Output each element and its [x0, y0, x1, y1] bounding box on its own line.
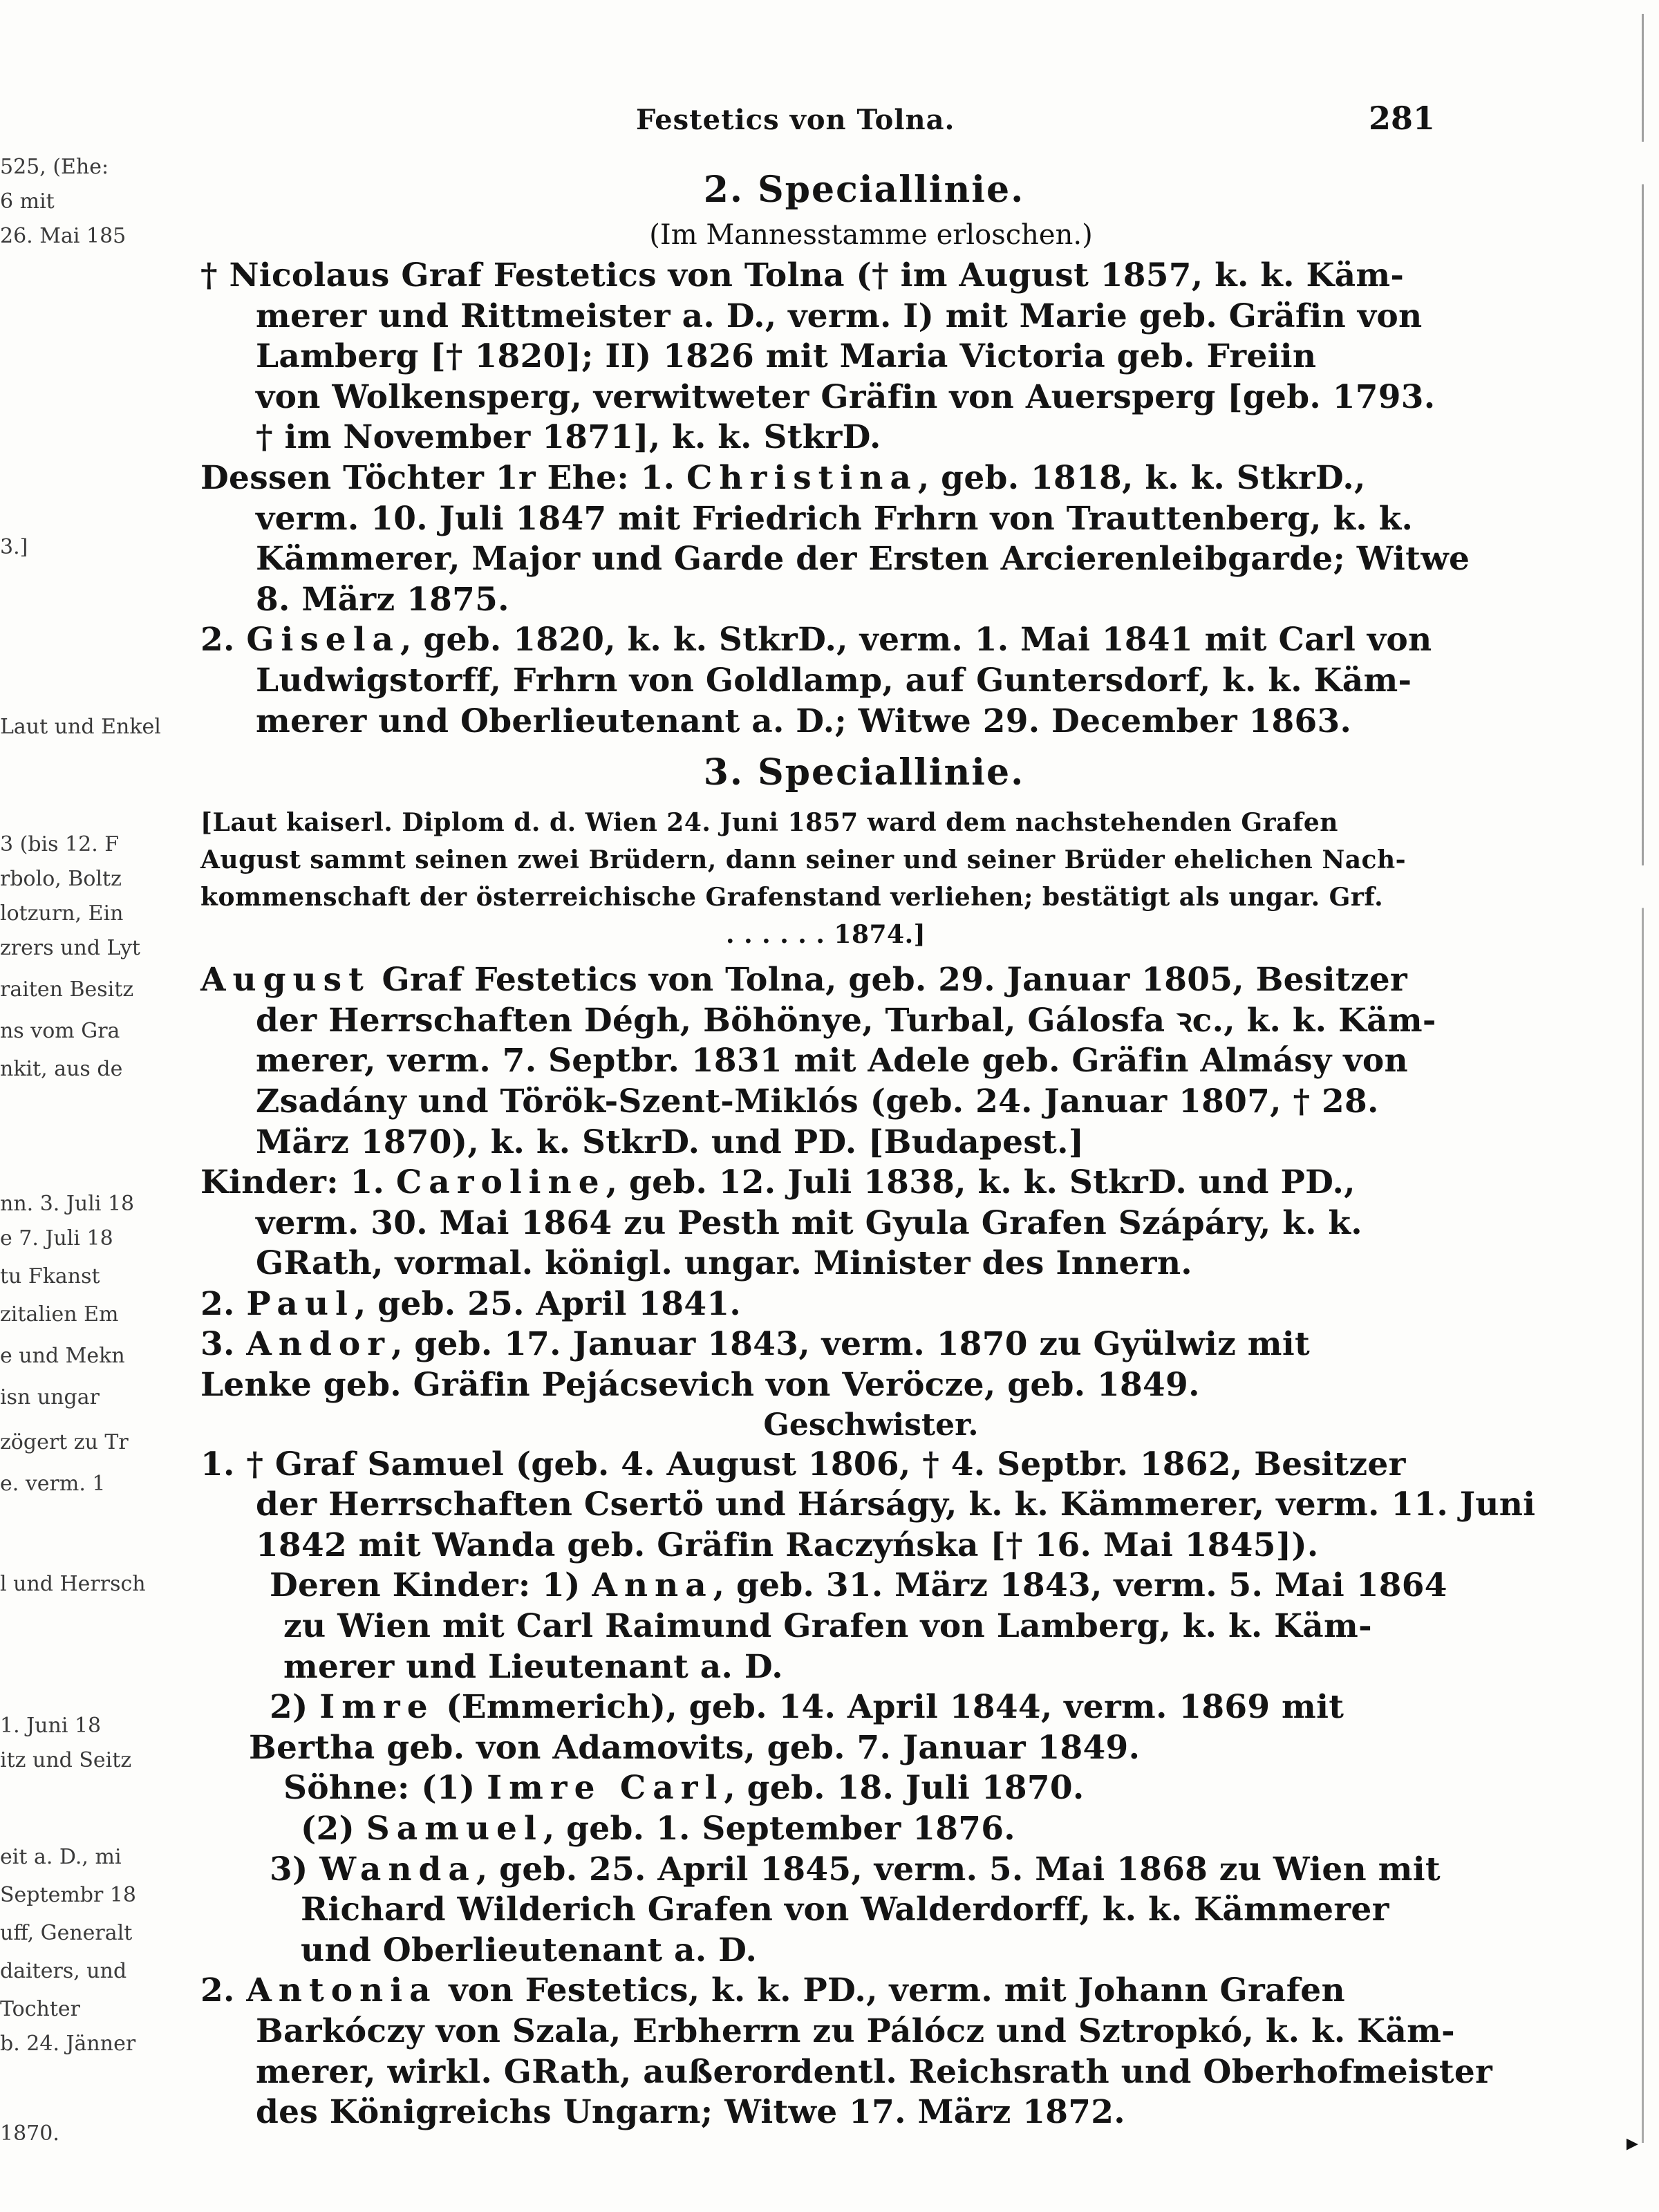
person-name: Samuel: [366, 1810, 543, 1848]
entry-line: † im November 1871], k. k. StkrD.: [256, 418, 881, 457]
margin-fragment: e und Mekn: [0, 1344, 125, 1368]
entry-line: 2) Imre (Emmerich), geb. 14. April 1844, verm. 1869 mit: [270, 1688, 1344, 1727]
entry-text: von Festetics, k. k. PD., verm. mit Johann Grafen: [437, 1971, 1345, 2010]
entry-line: Söhne: (1) Imre Carl, geb. 18. Juli 1870.: [283, 1769, 1085, 1808]
notice-line: [Laut kaiserl. Diplom d. d. Wien 24. Juni 1857 ward dem nachstehenden Grafen: [200, 808, 1338, 838]
entry-line: Zsadány und Török-Szent-Miklós (geb. 24. Januar 1807, † 28.: [256, 1082, 1379, 1121]
margin-fragment: zrers und Lyt: [0, 936, 140, 960]
siblings-heading: Geschwister.: [763, 1407, 979, 1443]
entry-line: merer und Lieutenant a. D.: [283, 1647, 783, 1686]
margin-fragment: uff, Generalt: [0, 1921, 133, 1945]
entry-line: 3) Wanda, geb. 25. April 1845, verm. 5. Mai 1868 zu Wien mit: [270, 1850, 1441, 1888]
margin-fragment: eit a. D., mi: [0, 1845, 122, 1869]
entry-line: Barkóczy von Szala, Erbherrn zu Pálócz und Sztropkó, k. k. Käm-: [256, 2012, 1455, 2050]
margin-fragment: isn ungar: [0, 1385, 100, 1409]
entry-line: Kinder: 1. Caroline, geb. 12. Juli 1838, k. k. StkrD. und PD.,: [200, 1163, 1356, 1202]
entry-line: Richard Wilderich Grafen von Walderdorff, k. k. Kämmerer: [301, 1891, 1389, 1929]
person-name: Anna: [592, 1566, 713, 1605]
margin-fragment: rbolo, Boltz: [0, 867, 122, 891]
person-name: Andor: [246, 1325, 391, 1364]
entry-line: Ludwigstorff, Frhrn von Goldlamp, auf Guntersdorf, k. k. Käm-: [256, 661, 1412, 700]
person-name: Christina: [686, 458, 918, 497]
children-label: Kinder:: [200, 1163, 339, 1202]
entry-line: verm. 30. Mai 1864 zu Pesth mit Gyula Grafen Szápáry, k. k.: [256, 1203, 1362, 1242]
margin-fragment: nkit, aus de: [0, 1057, 123, 1081]
page-edge-rule: [1642, 14, 1644, 2143]
entry-line: Deren Kinder: 1) Anna, geb. 31. März 1843, verm. 5. Mai 1864: [270, 1566, 1447, 1605]
margin-fragment: Laut und Enkel: [0, 715, 161, 739]
entry-siblings: [200, 1445, 1536, 2133]
entry-line: Lamberg [† 1820]; II) 1826 mit Maria Victoria geb. Freiin: [256, 337, 1317, 376]
entry-august: [200, 960, 1459, 1163]
margin-fragment: l und Herrsch: [0, 1572, 146, 1596]
entry-line: 2. Gisela, geb. 1820, k. k. StkrD., verm. 1. Mai 1841 mit Carl von: [200, 621, 1432, 659]
entry-text: , geb. 1. September 1876.: [543, 1810, 1015, 1848]
margin-fragment: Tochter: [0, 1997, 81, 2021]
person-name: Imre: [319, 1688, 435, 1727]
entry-line: von Wolkensperg, verwitweter Gräfin von Auersperg [geb. 1793.: [256, 377, 1436, 416]
entry-line: der Herrschaften Dégh, Böhönye, Turbal, Gálosfa ꝛc., k. k. Käm-: [256, 1001, 1436, 1040]
margin-fragment: itz und Seitz: [0, 1748, 132, 1772]
entry-line: merer, wirkl. GRath, außerordentl. Reichsrath und Oberhofmeister: [256, 2052, 1493, 2091]
entry-line: (2) Samuel, geb. 1. September 1876.: [301, 1810, 1015, 1848]
entry-text: † Graf Samuel (geb. 4. August 1806, † 4. Septbr. 1862, Besitzer: [246, 1445, 1406, 1483]
margin-fragment: tu Fkanst: [0, 1264, 100, 1288]
person-name: Gisela: [246, 621, 401, 659]
entry-line: 3. Andor, geb. 17. Januar 1843, verm. 1870 zu Gyülwiz mit: [200, 1325, 1310, 1364]
entry-text: , geb. 18. Juli 1870.: [724, 1769, 1085, 1808]
entry-line: GRath, vormal. königl. ungar. Minister des Innern.: [256, 1244, 1192, 1283]
entry-text: , geb. 31. März 1843, verm. 5. Mai 1864: [713, 1566, 1447, 1605]
page-edge-mark: ▸: [1626, 2129, 1638, 2157]
section-2-title: 2. Speciallinie.: [703, 169, 1025, 211]
margin-fragment: nn. 3. Juli 18: [0, 1192, 135, 1216]
margin-fragment: 1. Juni 18: [0, 1714, 102, 1738]
sib-children-label: Deren Kinder:: [270, 1566, 531, 1605]
page-number: 281: [1369, 100, 1436, 137]
margin-fragment: raiten Besitz: [0, 977, 134, 1002]
margin-fragment: b. 24. Jänner: [0, 2032, 136, 2056]
margin-fragment: Septembr 18: [0, 1883, 137, 1907]
margin-fragment: 26. Mai 185: [0, 224, 126, 248]
margin-fragment: e. verm. 1: [0, 1472, 106, 1496]
entry-line: [200, 960, 1459, 1001]
diploma-notice: [200, 804, 1459, 953]
entry-text: , geb. 17. Januar 1843, verm. 1870 zu Gyülwiz mit: [391, 1325, 1310, 1364]
person-name: Imre Carl: [487, 1769, 724, 1808]
entry-line: 1842 mit Wanda geb. Gräfin Raczyńska [† 16. Mai 1845]).: [256, 1526, 1319, 1564]
section-3-title: 3. Speciallinie.: [703, 751, 1025, 794]
entry-line: Dessen Töchter 1r Ehe: 1. Christina, geb. 1818, k. k. StkrD.,: [200, 458, 1366, 497]
margin-fragment: 1870.: [0, 2121, 59, 2146]
entry-children: [200, 1163, 1459, 1406]
entry-line: 1. † Graf Samuel (geb. 4. August 1806, † 4. Septbr. 1862, Besitzer: [200, 1445, 1406, 1483]
sons-label: Söhne:: [283, 1769, 410, 1808]
daughters-label: Dessen Töchter 1r Ehe:: [200, 458, 629, 497]
entry-line: merer und Oberlieutenant a. D.; Witwe 29. December 1863.: [256, 702, 1352, 740]
entry-line: 2. Antonia von Festetics, k. k. PD., verm. mit Johann Grafen: [200, 1971, 1345, 2010]
entry-line: merer und Rittmeister a. D., verm. I) mit Marie geb. Gräfin von: [256, 297, 1423, 335]
notice-line: August sammt seinen zwei Brüdern, dann seiner und seiner Brüder ehelichen Nach-: [200, 845, 1407, 875]
page-body: [200, 166, 1536, 2133]
entry-line: des Königreichs Ungarn; Witwe 17. März 1872.: [256, 2093, 1125, 2132]
entry-line: verm. 10. Juli 1847 mit Friedrich Frhrn von Trauttenberg, k. k.: [256, 499, 1414, 538]
entry-line: 2. Paul, geb. 25. April 1841.: [200, 1284, 742, 1323]
running-title: Festetics von Tolna.: [636, 104, 955, 136]
entry-nicolaus: [200, 256, 1459, 458]
margin-fragment: ns vom Gra: [0, 1019, 120, 1043]
entry-daughters: [200, 458, 1470, 742]
entry-line: Bertha geb. von Adamovits, geb. 7. Januar 1849.: [249, 1728, 1141, 1767]
person-name: Caroline: [395, 1163, 606, 1202]
entry-text: , geb. 25. April 1845, verm. 5. Mai 1868 zu Wien mit: [476, 1850, 1441, 1888]
entry-line: 8. März 1875.: [256, 580, 509, 619]
person-name: August: [200, 961, 371, 1000]
entry-line: März 1870), k. k. StkrD. und PD. [Budapest.]: [256, 1123, 1085, 1161]
entry-text: Graf Festetics von Tolna, geb. 29. Januar 1805, Besitzer: [370, 961, 1407, 1000]
entry-line: Lenke geb. Gräfin Pejácsevich von Veröcze, geb. 1849.: [200, 1366, 1200, 1405]
entry-text: (Emmerich), geb. 14. April 1844, verm. 1869 mit: [434, 1688, 1344, 1727]
entry-line: zu Wien mit Carl Raimund Grafen von Lamberg, k. k. Käm-: [283, 1607, 1372, 1646]
person-name: Antonia: [246, 1971, 438, 2010]
entry-text: , geb. 1818, k. k. StkrD.,: [917, 458, 1366, 497]
person-name: Wanda: [319, 1850, 476, 1888]
facing-page-margin: [0, 0, 161, 2212]
person-name: Paul: [246, 1284, 355, 1323]
notice-line: . . . . . . 1874.]: [726, 920, 926, 950]
margin-fragment: 3.]: [0, 535, 28, 559]
notice-line: kommenschaft der österreichische Grafenstand verliehen; bestätigt als ungar. Grf.: [200, 883, 1384, 912]
section-2-subtitle: (Im Mannesstamme erloschen.): [649, 219, 1093, 251]
margin-fragment: zögert zu Tr: [0, 1430, 129, 1454]
entry-line: Kämmerer, Major und Garde der Ersten Arcierenleibgarde; Witwe: [256, 540, 1470, 579]
entry-line: † Nicolaus Graf Festetics von Tolna († im August 1857, k. k. Käm-: [200, 256, 1405, 294]
entry-line: merer, verm. 7. Septbr. 1831 mit Adele geb. Gräfin Almásy von: [256, 1042, 1408, 1080]
margin-fragment: daiters, und: [0, 1959, 127, 1983]
margin-fragment: 525, (Ehe:: [0, 155, 109, 179]
margin-fragment: zitalien Em: [0, 1302, 119, 1327]
margin-fragment: 6 mit: [0, 189, 55, 214]
entry-text: , geb. 1820, k. k. StkrD., verm. 1. Mai 1841 mit Carl von: [400, 621, 1432, 659]
entry-line: der Herrschaften Csertö und Hárságy, k. k. Kämmerer, verm. 11. Juni: [256, 1485, 1536, 1524]
margin-fragment: lotzurn, Ein: [0, 901, 124, 926]
entry-text: , geb. 12. Juli 1838, k. k. StkrD. und PD.,: [606, 1163, 1356, 1202]
margin-fragment: e 7. Juli 18: [0, 1226, 113, 1250]
margin-fragment: 3 (bis 12. F: [0, 832, 120, 856]
entry-text: , geb. 25. April 1841.: [354, 1284, 742, 1323]
entry-line: und Oberlieutenant a. D.: [301, 1931, 758, 1969]
